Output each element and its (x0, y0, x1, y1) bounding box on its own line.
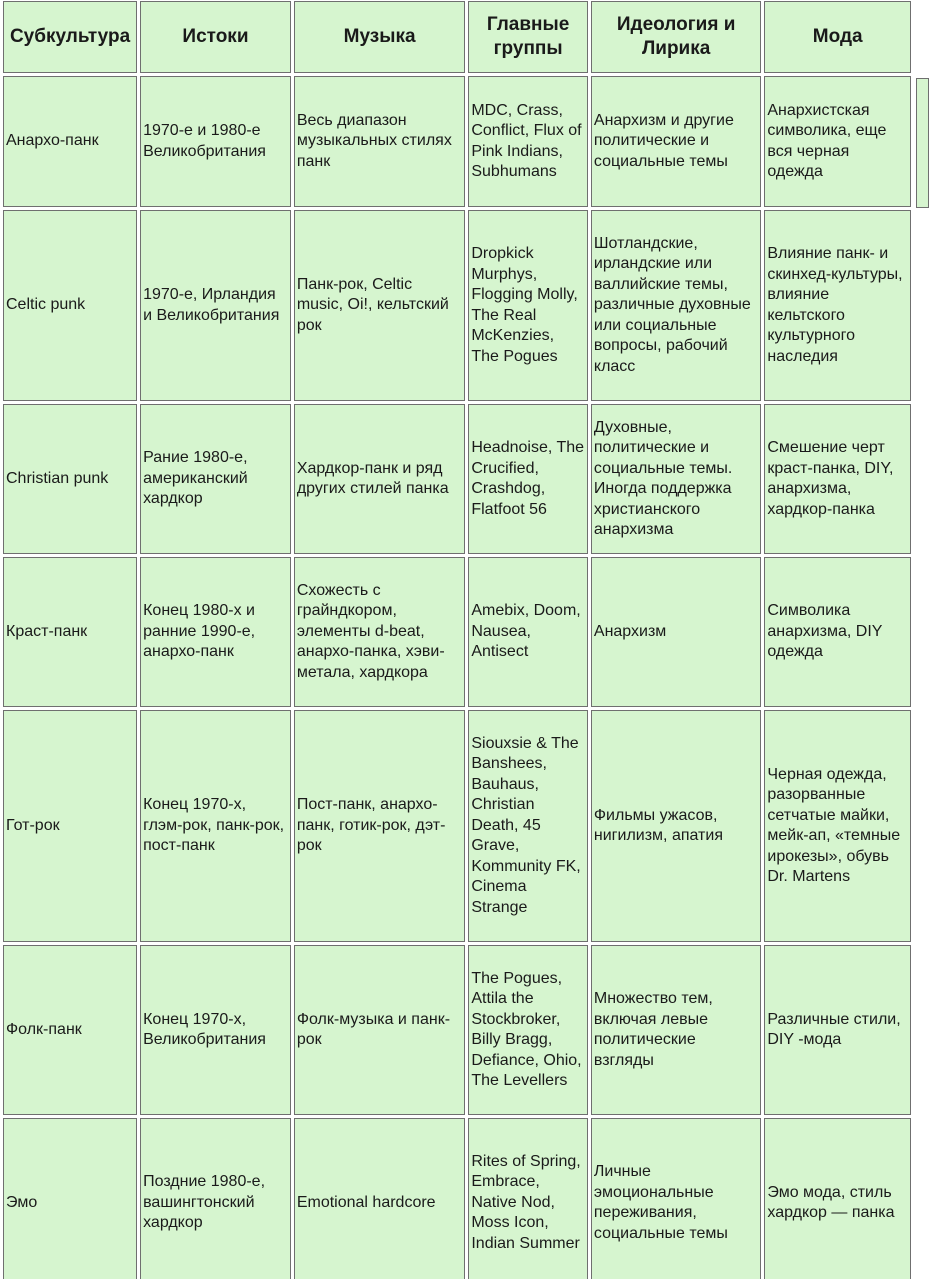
header-music: Музыка (294, 1, 466, 73)
cell-fashion: Смешение черт краст-панка, DIY, анархизма, хардкор-панка (764, 404, 911, 554)
table-row (3, 404, 911, 554)
cell-origins: 1970-е и 1980-е Великобритания (140, 76, 291, 207)
cell-music: Панк-рок, Celtic music, Oi!, кельтский рок (294, 210, 466, 401)
table-row (3, 945, 911, 1115)
table-row (3, 710, 911, 942)
table-row (3, 210, 911, 401)
cell-ideology: Множество тем, включая левые политические взгляды (591, 945, 761, 1115)
cell-subculture: Гот-рок (3, 710, 137, 942)
cell-music: Весь диапазон музыкальных стилях панк (294, 76, 466, 207)
cell-ideology: Шотландские, ирландские или валлийские темы, различные духовные или социальные вопросы, рабочий класс (591, 210, 761, 401)
scrollbar-thumb[interactable] (916, 78, 929, 208)
cell-subculture: Фолк-панк (3, 945, 137, 1115)
table-row (3, 557, 911, 707)
cell-origins: Конец 1980-х и ранние 1990-е, анархо-панк (140, 557, 291, 707)
cell-fashion: Черная одежда, разорванные сетчатые майки, мейк-ап, «темные ирокезы», обувь Dr. Martens (764, 710, 911, 942)
cell-music: Пост-панк, анархо-панк, готик-рок, дэт-рок (294, 710, 466, 942)
cell-main-bands: Siouxsie & The Banshees, Bauhaus, Christian Death, 45 Grave, Kommunity FK, Cinema Strange (468, 710, 588, 942)
cell-subculture: Celtic punk (3, 210, 137, 401)
cell-fashion: Эмо мода, стиль хардкор — панка (764, 1118, 911, 1279)
cell-subculture: Эмо (3, 1118, 137, 1279)
cell-origins: Конец 1970-х, глэм-рок, панк-рок, пост-панк (140, 710, 291, 942)
cell-music: Emotional hardcore (294, 1118, 466, 1279)
cell-music: Хардкор-панк и ряд других стилей панка (294, 404, 466, 554)
cell-main-bands: Dropkick Murphys, Flogging Molly, The Real McKenzies, The Pogues (468, 210, 588, 401)
cell-main-bands: Amebix, Doom, Nausea, Antisect (468, 557, 588, 707)
cell-fashion: Влияние панк- и скинхед-культуры, влияние кельтского культурного наследия (764, 210, 911, 401)
cell-origins: Рание 1980-е, американский хардкор (140, 404, 291, 554)
cell-main-bands: The Pogues, Attila the Stockbroker, Billy Bragg, Defiance, Ohio, The Levellers (468, 945, 588, 1115)
header-ideology-lyrics: Идеология и Лирика (591, 1, 761, 73)
cell-main-bands: Rites of Spring, Embrace, Native Nod, Moss Icon, Indian Summer (468, 1118, 588, 1279)
cell-ideology: Духовные, политические и социальные темы. Иногда поддержка христианского анархизма (591, 404, 761, 554)
cell-main-bands: MDC, Crass, Conflict, Flux of Pink Indians, Subhumans (468, 76, 588, 207)
cell-ideology: Анархизм (591, 557, 761, 707)
cell-music: Фолк-музыка и панк-рок (294, 945, 466, 1115)
cell-origins: Конец 1970-х, Великобритания (140, 945, 291, 1115)
cell-origins: 1970-е, Ирландия и Великобритания (140, 210, 291, 401)
cell-ideology: Личные эмоциональные переживания, социальные темы (591, 1118, 761, 1279)
table-row (3, 76, 911, 207)
header-origins: Истоки (140, 1, 291, 73)
cell-fashion: Символика анархизма, DIY одежда (764, 557, 911, 707)
cell-music: Схожесть с грайндкором, элементы d-beat, анархо-панка, хэви-метала, хардкора (294, 557, 466, 707)
cell-ideology: Фильмы ужасов, нигилизм, апатия (591, 710, 761, 942)
header-main-bands: Главные группы (468, 1, 588, 73)
cell-origins: Поздние 1980-е, вашингтонский хардкор (140, 1118, 291, 1279)
header-subculture: Субкультура (3, 1, 137, 73)
table-header-row (3, 1, 911, 73)
cell-fashion: Анархистская символика, еще вся черная одежда (764, 76, 911, 207)
cell-subculture: Краст-панк (3, 557, 137, 707)
cell-subculture: Анархо-панк (3, 76, 137, 207)
header-fashion: Мода (764, 1, 911, 73)
cell-ideology: Анархизм и другие политические и социальные темы (591, 76, 761, 207)
cell-main-bands: Headnoise, The Crucified, Crashdog, Flatfoot 56 (468, 404, 588, 554)
cell-fashion: Различные стили, DIY -мода (764, 945, 911, 1115)
table-row (3, 1118, 911, 1279)
cell-subculture: Christian punk (3, 404, 137, 554)
